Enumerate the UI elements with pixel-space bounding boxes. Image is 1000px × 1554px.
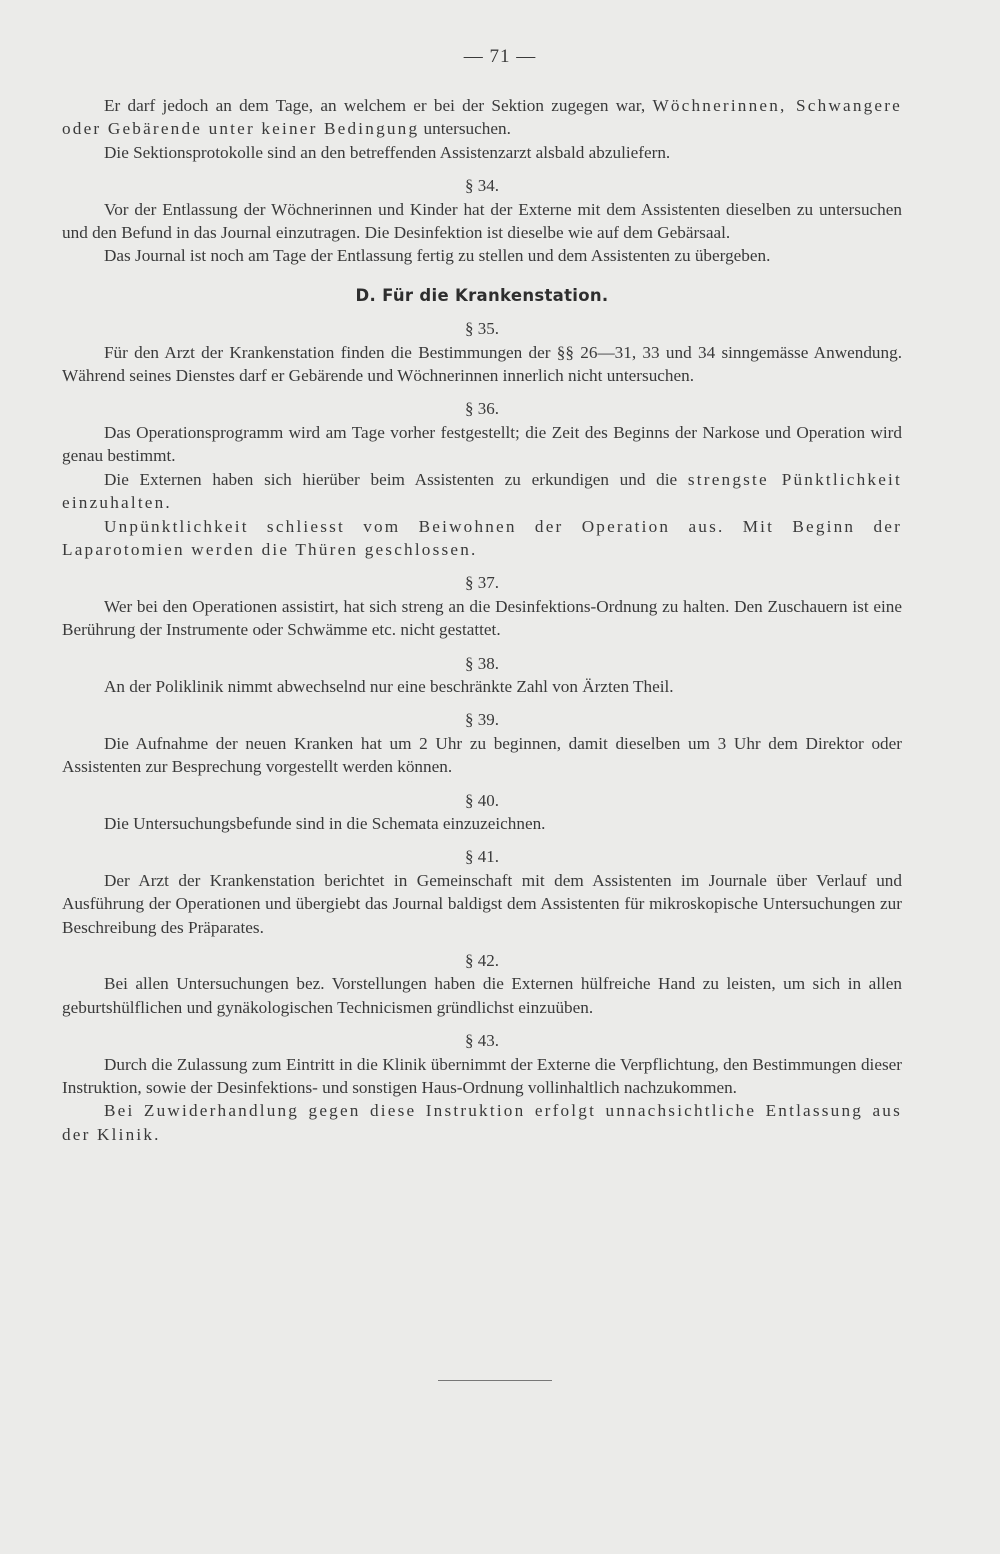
paragraph: Die Untersuchungsbefunde sind in die Schemata einzuzeichnen.	[104, 813, 546, 833]
paragraph	[62, 94, 902, 141]
end-rule	[438, 1380, 552, 1381]
paragraph: Das Journal ist noch am Tage der Entlassung fertig zu stellen und dem Assistenten zu übergeben.	[104, 246, 771, 266]
paragraph	[62, 468, 902, 515]
paragraph-heading: § 34.	[465, 176, 499, 196]
emphasis-text: Wöchnerinnen, Schwangere oder Gebärende unter keiner Bedingung	[62, 96, 902, 139]
paragraph-heading: § 36.	[465, 399, 499, 419]
text-run: Er darf jedoch an dem Tage, an welchem er bei der Sektion zugegen war,	[104, 96, 653, 115]
paragraph-heading: § 42.	[465, 951, 499, 970]
paragraph-heading: § 40.	[465, 790, 499, 810]
paragraph: Wer bei den Operationen assistirt, hat sich streng an die Desinfektions-Ordnung zu halten. Den Zuschauern ist eine Berührung der Instrumente oder Schwämme etc. nicht gestattet.	[62, 596, 902, 640]
paragraph: Bei allen Untersuchungen bez. Vorstellungen haben die Externen hülfreiche Hand zu leisten, um sich in allen geburtshülflichen und gynäkologischen Technicismen gründlichst einzuüben.	[62, 974, 902, 1017]
paragraph-heading: § 37.	[465, 573, 499, 593]
paragraph: Der Arzt der Krankenstation berichtet in Gemeinschaft mit dem Assistenten im Journale über Verlauf und Ausführung der Operationen und übergiebt das Journal baldigst dem Assistenten für mikroskopische Untersuchungen zur Beschreibung des Präparates.	[62, 870, 902, 937]
paragraph-heading: § 38.	[465, 653, 499, 673]
paragraph-heading: § 39.	[465, 710, 499, 730]
paragraph: Vor der Entlassung der Wöchnerinnen und Kinder hat der Externe mit dem Assistenten dieselben zu untersuchen und den Befund in das Journal einzutragen. Die Desinfektion ist dieselbe wie auf dem Gebärsaal.	[62, 199, 902, 243]
body-text	[62, 94, 902, 1146]
paragraph-heading: § 35.	[465, 319, 499, 339]
text-run: Die Externen haben sich hierüber beim Assistenten zu erkundigen und die	[104, 469, 688, 489]
paragraph: Durch die Zulassung zum Eintritt in die Klinik übernimmt der Externe die Verpflichtung, den Bestimmungen dieser Instruktion, sowie der Desinfektions- und sonstigen Haus-Ordnung vollinhaltlich nachzukommen.	[62, 1054, 902, 1098]
emphasis-paragraph: Bei Zuwiderhandlung gegen diese Instruktion erfolgt unnachsichtliche Entlassung aus der Klinik.	[62, 1101, 902, 1144]
paragraph: Die Sektionsprotokolle sind an den betreffenden Assistenzarzt alsbald abzuliefern.	[104, 142, 671, 162]
text-run: untersuchen.	[419, 119, 511, 139]
emphasis-paragraph: Unpünktlichkeit schliesst vom Beiwohnen der Operation aus. Mit Beginn der Laparotomien werden die Thüren geschlossen.	[62, 516, 902, 559]
page-number: — 71 —	[463, 46, 537, 67]
paragraph-heading: § 43.	[465, 1031, 499, 1051]
paragraph: An der Poliklinik nimmt abwechselnd nur eine beschränkte Zahl von Ärzten Theil.	[104, 676, 674, 696]
paragraph: Für den Arzt der Krankenstation finden die Bestimmungen der §§ 26—31, 33 und 34 sinngemässe Anwendung. Während seines Dienstes darf er Gebärende und Wöchnerinnen innerlich nicht untersuchen.	[62, 342, 902, 386]
paragraph: Die Aufnahme der neuen Kranken hat um 2 Uhr zu beginnen, damit dieselben um 3 Uhr dem Direktor oder Assistenten zur Besprechung vorgestellt werden können.	[62, 733, 902, 777]
paragraph-heading: § 41.	[465, 847, 499, 867]
paragraph: Das Operationsprogramm wird am Tage vorher festgestellt; die Zeit des Beginns der Narkose und Operation wird genau bestimmt.	[62, 422, 902, 466]
emphasis-text: strengste Pünktlichkeit einzuhalten.	[62, 469, 902, 513]
section-title: D. Für die Krankenstation.	[355, 285, 609, 305]
